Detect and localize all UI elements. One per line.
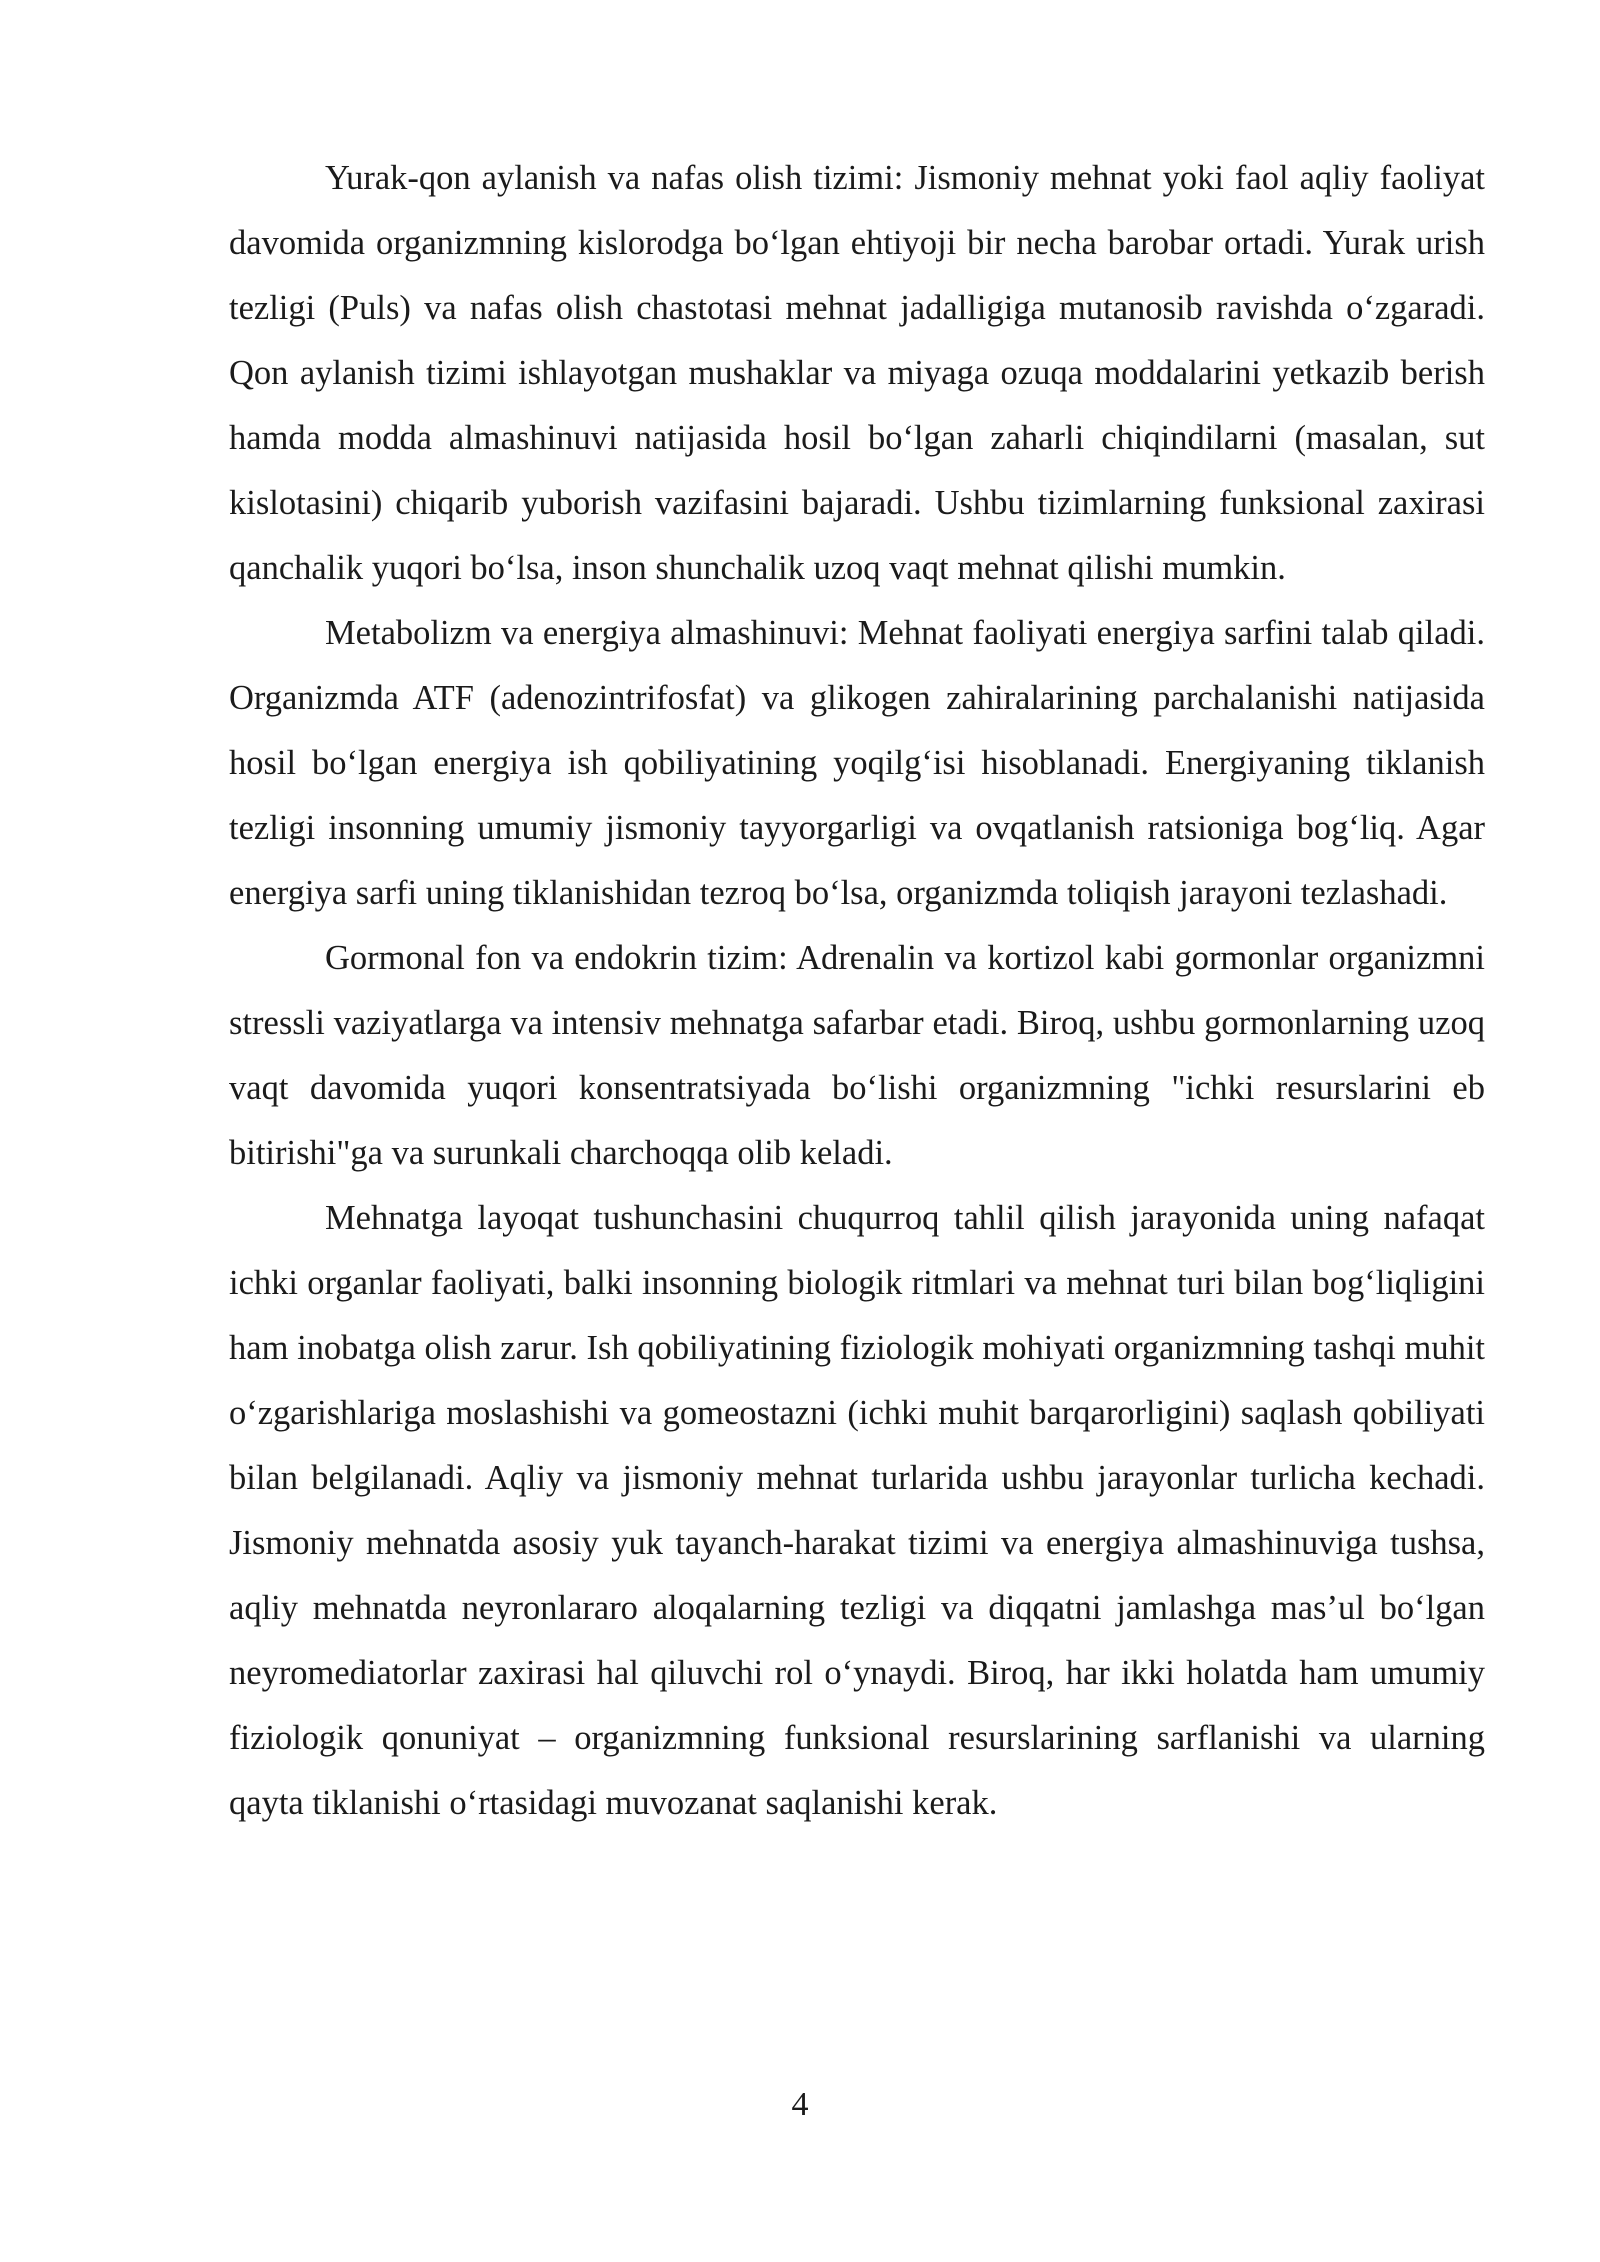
page-number: 4 (791, 2086, 809, 2123)
paragraph-metabolism-energy: Metabolizm va energiya almashinuvi: Mehnat faoliyati energiya sarfini talab qiladi. Organizmda ATF (adenozintrifosfat) va glikogen zahiralarining parchalanishi natijasida hosil bo‘lgan energiya ish qobiliyatining yoqilg‘isi hisoblanadi. Energiyaning tiklanish tezligi insonning umumiy jismoniy tayyorgarligi va ovqatlanish ratsioniga bog‘liq. Agar energiya sarfi uning tiklanishidan tezroq bo‘lsa, organizmda toliqish jarayoni tezlashadi. (229, 614, 1485, 912)
paragraph-hormonal-endocrine: Gormonal fon va endokrin tizim: Adrenalin va kortizol kabi gormonlar organizmni stressli vaziyatlarga va intensiv mehnatga safarbar etadi. Biroq, ushbu gormonlarning uzoq vaqt davomida yuqori konsentratsiyada bo‘lishi organizmning "ichki resurslarini eb bitirishi"ga va surunkali charchoqqa olib keladi. (229, 939, 1485, 1172)
paragraph-work-capacity-analysis: Mehnatga layoqat tushunchasini chuqurroq tahlil qilish jarayonida uning nafaqat ichki organlar faoliyati, balki insonning biologik ritmlari va mehnat turi bilan bog‘liqligini ham inobatga olish zarur. Ish qobiliyatining fiziologik mohiyati organizmning tashqi muhit o‘zgarishlariga moslashishi va gomeostazni (ichki muhit barqarorligini) saqlash qobiliyati bilan belgilanadi. Aqliy va jismoniy mehnat turlarida ushbu jarayonlar turlicha kechadi. Jismoniy mehnatda asosiy yuk tayanch-harakat tizimi va energiya almashinuviga tushsa, aqliy mehnatda neyronlararo aloqalarning tezligi va diqqatni jamlashga mas’ul bo‘lgan neyromediatorlar zaxirasi hal qiluvchi rol o‘ynaydi. Biroq, har ikki holatda ham umumiy fiziologik qonuniyat – organizmning funksional resurslarining sarflanishi va ularning qayta tiklanishi o‘rtasidagi muvozanat saqlanishi kerak. (229, 1199, 1485, 1822)
document-body (229, 146, 1485, 1836)
paragraph-cardiovascular-respiratory: Yurak-qon aylanish va nafas olish tizimi: Jismoniy mehnat yoki faol aqliy faoliyat davomida organizmning kislorodga bo‘lgan ehtiyoji bir necha barobar ortadi. Yurak urish tezligi (Puls) va nafas olish chastotasi mehnat jadalligiga mutanosib ravishda o‘zgaradi. Qon aylanish tizimi ishlayotgan mushaklar va miyaga ozuqa moddalarini yetkazib berish hamda modda almashinuvi natijasida hosil bo‘lgan zaharli chiqindilarni (masalan, sut kislotasini) chiqarib yuborish vazifasini bajaradi. Ushbu tizimlarning funksional zaxirasi qanchalik yuqori bo‘lsa, inson shunchalik uzoq vaqt mehnat qilishi mumkin. (229, 159, 1485, 587)
